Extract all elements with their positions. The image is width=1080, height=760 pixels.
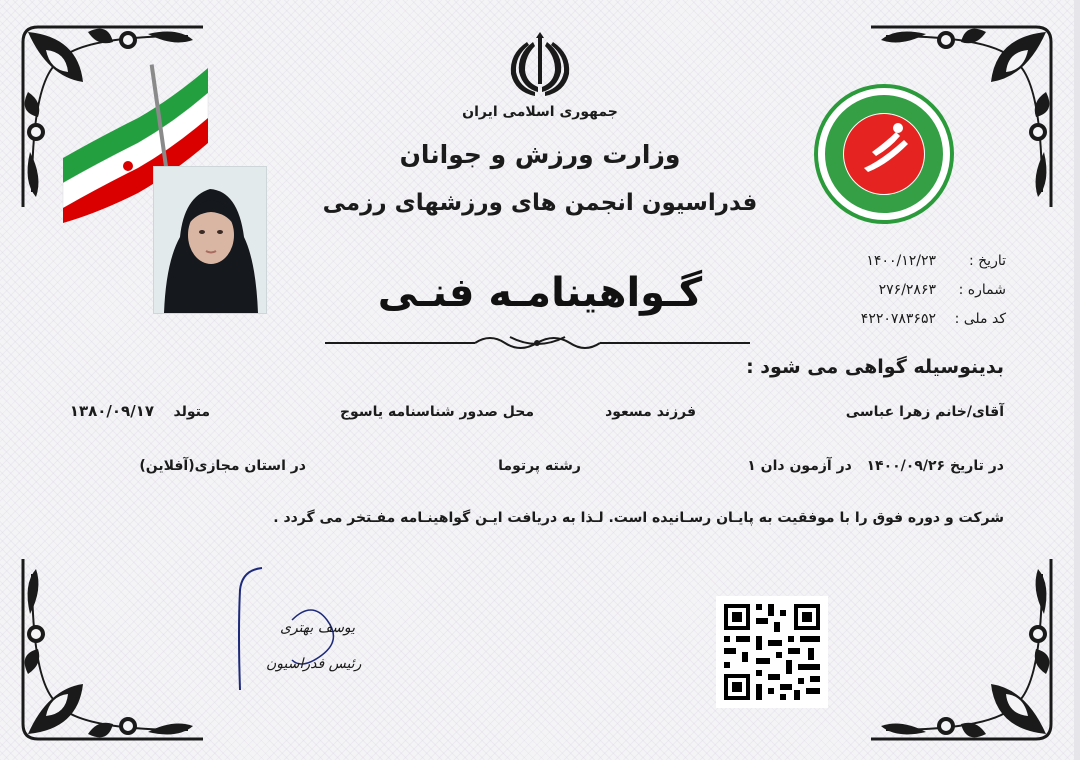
national-id-label: کد ملی : [954, 310, 1006, 327]
birth-row [173, 404, 210, 420]
father-label: فرزند [656, 404, 696, 420]
federation-logo-icon [812, 82, 956, 226]
ornamental-divider [325, 333, 750, 353]
national-id-row [806, 304, 1006, 333]
name-value: زهرا عباسی [845, 404, 931, 420]
header-republic: جمهوری اسلامی ایران [462, 104, 618, 120]
issue-place-label: محل صدور شناسنامه [387, 404, 534, 420]
field-value: پرتوما [498, 458, 541, 474]
birth-label: متولد [173, 404, 210, 420]
corner-ornament-bottom-left [18, 554, 208, 744]
father-row [605, 404, 696, 420]
intro-text: بدینوسیله گواهی می شود : [746, 356, 1004, 378]
province-row [139, 458, 306, 474]
issue-place-row [340, 404, 534, 420]
header-ministry: وزارت ورزش و جوانان [399, 140, 681, 169]
name-row [846, 404, 1004, 420]
exam-label: در آزمون دان [760, 458, 852, 474]
date-label: تاریخ : [968, 252, 1006, 269]
exam-value: ۱ [747, 458, 756, 474]
certificate-meta [806, 246, 1006, 333]
exam-date-value: ۱۴۰۰/۰۹/۲۶ [866, 458, 946, 474]
exam-date-label: در تاریخ [949, 458, 1004, 474]
date-row [806, 246, 1006, 275]
header-federation: فدراسیون انجمن های ورزشهای رزمی [322, 190, 758, 216]
province-value: مجازی(آفلاین) [139, 458, 240, 474]
field-row [498, 458, 581, 474]
qr-code-icon [716, 596, 828, 708]
birth-value: ۱۳۸۰/۰۹/۱۷ [69, 402, 154, 420]
certificate-title: گـواهینامـه فنـی [377, 270, 703, 316]
field-label: رشته [544, 458, 581, 474]
holder-photo [153, 166, 267, 314]
closing-text: شرکت و دوره فوق را با موفقیت به پایـان رسـانیده است. لـذا به دریافت ایـن گواهینـامه مفـتخر می گردد . [273, 510, 1004, 526]
number-value: ۲۷۶/۲۸۶۳ [878, 281, 936, 298]
corner-ornament-bottom-right [866, 554, 1056, 744]
number-label: شماره : [958, 281, 1006, 298]
number-row [806, 275, 1006, 304]
signature-name: یوسف بهتری [280, 620, 356, 636]
province-label: در استان [244, 458, 306, 474]
name-label: آقای/خانم [935, 404, 1004, 420]
national-id-value: ۴۲۲۰۷۸۳۶۵۲ [860, 310, 936, 327]
date-value: ۱۴۰۰/۱۲/۲۳ [866, 252, 936, 269]
iran-emblem-icon [505, 32, 575, 98]
signature-role: رئیس فدراسیون [266, 656, 362, 672]
issue-place-value: یاسوج [339, 404, 384, 420]
father-value: مسعود [605, 404, 652, 420]
exam-row [747, 458, 1004, 474]
